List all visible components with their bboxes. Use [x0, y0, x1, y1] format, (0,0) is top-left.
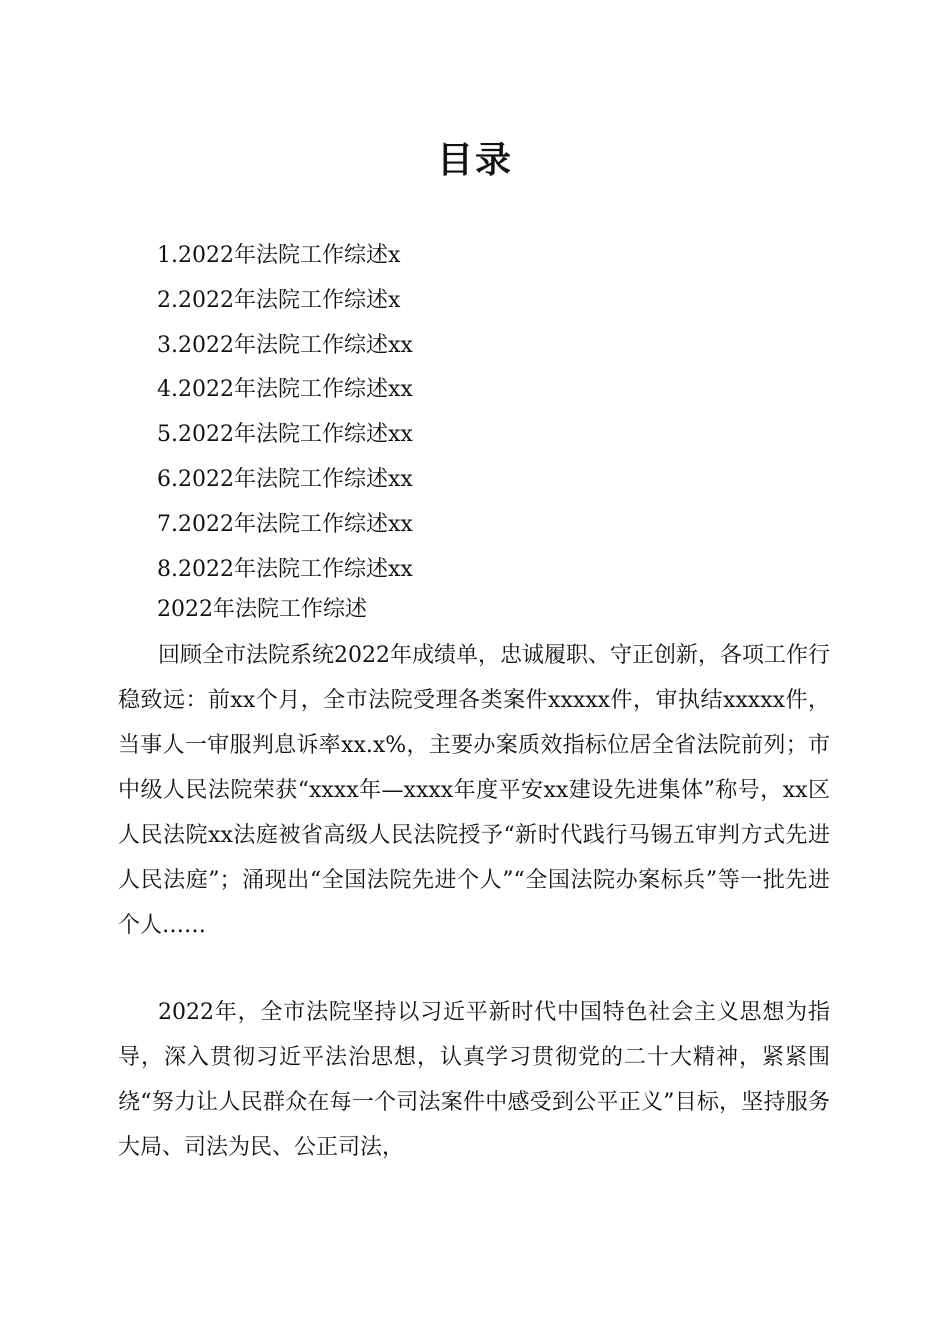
table-of-contents: [157, 234, 413, 592]
section-heading: 2022年法院工作综述: [157, 597, 367, 622]
body-paragraph-1: 回顾全市法院系统2022年成绩单，忠诚履职、守正创新，各项工作行稳致远：前xx个月，全市法院受理各类案件xxxxx件，审执结xxxxx件，当事人一审服判息诉率xx.x%，主要办案质效指标位居全省法院前列；市中级人民法院荣获“xxxx年—xxxx年度平安xx建设先进集体”称号，xx区人民法院xx法庭被省高级人民法院授予“新时代践行马锡五审判方式先进人民法庭”；涌现出“全国法院先进个人”“全国法院办案标兵”等一批先进个人……: [118, 643, 830, 938]
toc-item-1: 1.2022年法院工作综述x: [157, 243, 401, 268]
body-paragraph-2: 2022年，全市法院坚持以习近平新时代中国特色社会主义思想为指导，深入贯彻习近平法治思想，认真学习贯彻党的二十大精神，紧紧围绕“努力让人民群众在每一个司法案件中感受到公平正义”目标，坚持服务大局、司法为民、公正司法，: [118, 1000, 830, 1160]
page-title: 目录: [436, 139, 513, 181]
toc-item-8: 8.2022年法院工作综述xx: [157, 556, 413, 582]
toc-item-7: 7.2022年法院工作综述xx: [157, 511, 413, 537]
toc-item-5: 5.2022年法院工作综述xx: [157, 422, 413, 448]
toc-item-3: 3.2022年法院工作综述xx: [157, 332, 413, 358]
toc-item-4: 4.2022年法院工作综述xx: [157, 377, 413, 403]
toc-item-2: 2.2022年法院工作综述x: [157, 287, 401, 313]
toc-item-6: 6.2022年法院工作综述xx: [157, 466, 413, 492]
